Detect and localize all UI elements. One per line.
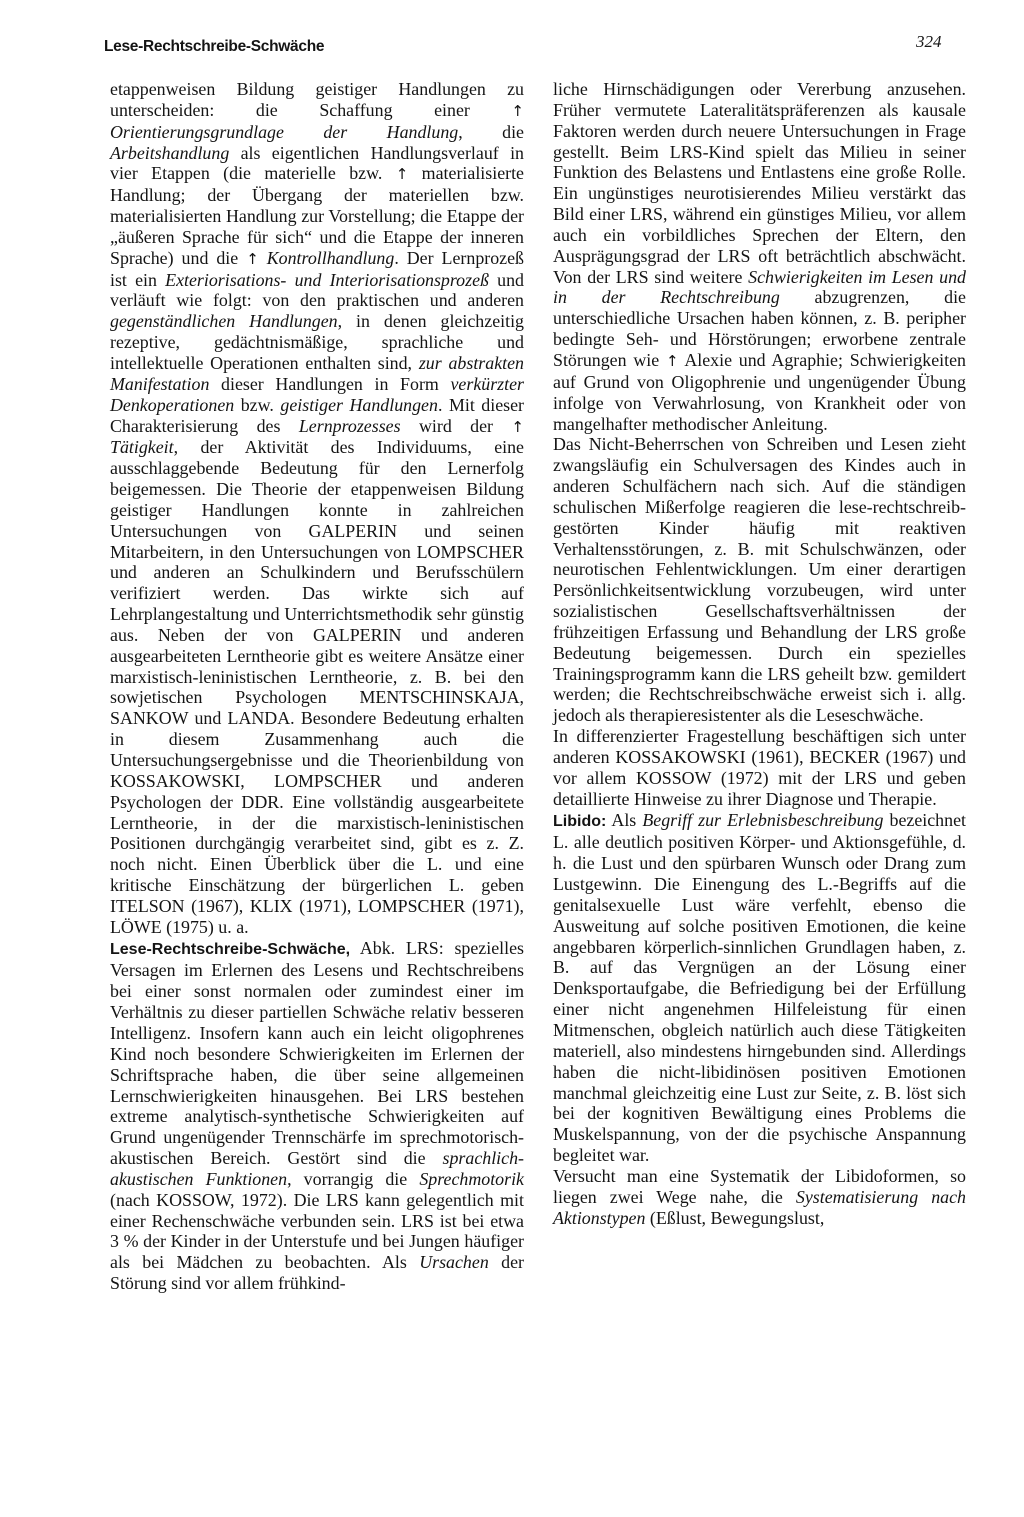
body-text: materialisierte Handlung; der Übergang der materiellen bzw. materialisierten Handlung zur Vorstellung; die Etappe der „äußeren Sprache für sich“ und die Etappe der inneren Sprache) und die: [110, 163, 525, 268]
page-number: 324: [916, 32, 942, 51]
body-text: , der Aktivität des Individuums, eine ausschlaggebende Bedeutung für den Lernerfolg beigemessen. Die Theorie der etappenweisen Bildung geistiger Handlungen konnte in zahlreichen Untersuchungen von GALPERIN und seinen Mitarbeitern, in den Untersuchungen von LOMPSCHER und anderen an Schulkindern und Berufsschülern verifiziert werden. Das wirkte sich auf Lehrplangestaltung und Unterrichtsmethodik sehr günstig aus. Neben der von GALPERIN und anderen ausgearbeiteten Lerntheorie gibt es weitere Ansätze einer marxistisch-leninistischen Lerntheorie, z. B. bei den sowjetischen Psychologen MENTSCHINSKAJA, SANKOW und LANDA. Besondere Bedeutung erhalten in diesem Zusammenhang auch die Untersuchungsergebnisse und die Theorienbildung von KOSSAKOWSKI, LOMPSCHER und anderen Psychologen der DDR. Eine vollständig ausgearbeitete Lerntheorie, in der die marxistisch-leninistischen Positionen durchgängig verarbeitet sind, gibt es z. Z. noch nicht. Einen Überblick über die L. und eine kritische Einschätzung der bürgerlichen L. geben ITELSON (1967), KLIX (1971), LOMPSCHER (1971), LÖWE (1975) u. a.: [110, 437, 524, 937]
text-column-right: [553, 79, 966, 1228]
body-text: . Der Lernprozeß ist ein: [110, 247, 524, 290]
emphasized-term: Exteriorisations- und Interiorisationsprozeß: [165, 269, 489, 290]
paragraph: [110, 79, 524, 938]
emphasized-term: sprachlich-akustischen Funktionen: [110, 1148, 524, 1189]
paragraph: [553, 1166, 966, 1229]
paragraph: [553, 810, 966, 1166]
emphasized-term: Schwierigkeiten im Lesen und in der Rechtschreibung: [553, 266, 966, 308]
emphasized-term: Begriff zur Erlebnisbeschreibung: [642, 809, 884, 830]
body-text: In differenzierter Fragestellung beschäftigen sich unter anderen KOSSAKOWSKI (1961), BECKER (1967) und vor allem KOSSOW (1972) mit der LRS und geben detaillierte Hinweise zu ihrer Diagnose und Therapie.: [553, 726, 966, 809]
body-text: . Mit dieser Charakterisierung des: [110, 394, 525, 436]
paragraph: [553, 79, 966, 434]
body-text: Als: [606, 809, 643, 830]
body-text: Das Nicht-Beherrschen von Schreiben und Lesen zieht zwangsläufig ein Schulversagen des Kindes auch in anderen Schulfächern nach sich. Auf die ständigen schulischen Mißerfolge reagieren die lese-rechtschreib-gestörten Kinder häufig mit reaktiven Verhaltensstörungen, z. B. mit Schulschwänzen, oder neurotischen Fehlentwicklungen. Um einer derartigen Persönlichkeitsentwicklung vorzubeugen, wird unter sozialistischen Gesellschaftsverhältnissen der frühzeitigen Erfassung und Behandlung der LRS große Bedeutung beigemessen. Durch ein spezielles Trainingsprogramm kann die LRS geheilt bzw. gemildert werden; die Rechtschreibschwäche erweist sich i. allg. jedoch als therapieresistenter als die Leseschwäche.: [553, 434, 966, 726]
body-text: der Störung sind vor allem frühkind-: [110, 1252, 524, 1294]
emphasized-term: verkürzter Denkoperationen: [110, 373, 524, 415]
emphasized-term: gegenständlichen Handlungen: [110, 311, 338, 332]
cross-reference-arrow-icon: ↑: [511, 101, 524, 120]
paragraph: [553, 726, 966, 809]
emphasized-term: Systematisierung nach Aktionstypen: [553, 1186, 966, 1228]
body-text: (Eßlust, Bewegungslust,: [645, 1207, 825, 1228]
body-text: bezeichnet L. alle deutlich positiven Körper- und Aktionsgefühle, d. h. die Lust und den spürbaren Wunsch oder Drang zum Lustgewinn. Die Einengung des L.-Begriffs auf die genitalsexuelle Lust wäre verfehlt, ebenso die Ausweitung auf solche positiven Emotionen, die keine angebbaren körperlich-sinnlichen Grundlagen haben, z. B. auf das Vergnügen an der Lösung einer Denksportaufgabe, die Befriedigung bei der Erfüllung einer nicht angenehmen Hilfeleistung für einen Mitmenschen, obgleich natürlich auch diese Tätigkeiten materiell, also mindestens hirngebunden sind. Allerdings haben die nicht-libidinösen positiven Emotionen manchmal gleichzeitig eine Lust zur Seite, z. B. löst sich bei der kognitiven Bewältigung eines Problems die Muskelspannung, von der die psychische Anspannung begleitet war.: [553, 809, 966, 1166]
paragraph: [110, 938, 524, 1294]
emphasized-term: Kontrollhandlung: [258, 247, 395, 268]
emphasized-term: Lernprozesses: [298, 415, 401, 436]
emphasized-term: Orientierungsgrundlage der Handlung: [110, 121, 459, 142]
body-text: abzugrenzen, die unterschiedliche Ursachen haben können, z. B. peripher bedingte Seh- und Hörstörungen; erworbene zentrale Störungen wie: [553, 287, 966, 370]
body-text: , in denen gleichzeitig rezeptive, gedächtnismäßige, sprachliche und intellektuelle Operationen enthalten sind,: [110, 311, 524, 373]
body-text: etappenweisen Bildung geistiger Handlungen zu unterscheiden: die Schaffung einer: [110, 79, 524, 120]
body-text: Alexie und Agraphie; Schwierigkeiten auf Grund von Oligophrenie und ungenügender Übung infolge von Verwahrlosung, von Krankheit oder von mangelhafter methodischer Anleitung.: [553, 349, 967, 434]
body-text: als eigentlichen Handlungsverlauf in vier Etappen (die materielle bzw.: [110, 142, 524, 184]
cross-reference-arrow-icon: ↑: [246, 249, 259, 268]
body-text: wird der: [400, 415, 512, 436]
body-text: und verläuft wie folgt: von den praktischen und anderen: [110, 269, 524, 311]
body-text: dieser Handlungen in Form: [209, 373, 451, 394]
entry-headword: Lese-Rechtschreibe-Schwäche,: [110, 940, 351, 958]
text-column-left: [110, 79, 524, 1294]
body-text: (nach KOSSOW, 1972). Die LRS kann gelegentlich mit einer Rechenschwäche verbunden sein. LRS ist bei etwa 3 % der Kinder in der Unterstufe und bei Jungen häufiger als bei Mädchen zu beobachten. Als: [110, 1189, 524, 1273]
emphasized-term: Ursachen: [419, 1252, 489, 1273]
running-title: Lese-Rechtschreibe-Schwäche: [104, 38, 325, 55]
entry-headword: Libido:: [553, 812, 607, 830]
cross-reference-arrow-icon: ↑: [665, 351, 679, 370]
body-text: , vorrangig die: [287, 1168, 420, 1189]
body-text: Versucht man eine Systematik der Libidoformen, so liegen zwei Wege nahe, die: [553, 1165, 966, 1207]
paragraph: [553, 434, 966, 726]
body-text: bzw.: [234, 394, 281, 415]
body-text: Abk. LRS: spezielles Versagen im Erlernen des Lesens und Rechtschreibens bei einer sonst normalen oder zumindest einer im Verhältnis zu dieser partiellen Schwäche relativ besseren Intelligenz. Insofern kann auch ein leicht oligophrenes Kind noch besondere Schwierigkeiten im Erlernen der Schriftsprache haben, die über seine allgemeinen Lernschwierigkeiten hinausgehen. Bei LRS bestehen extreme analytisch-synthetische Schwierigkeiten auf Grund ungenügender Trennschärfe im sprechmotorisch-akustischen Bereich. Gestört sind die: [110, 937, 524, 1169]
cross-reference-arrow-icon: ↑: [395, 165, 409, 184]
emphasized-term: geistiger Handlungen: [280, 394, 438, 415]
body-text: liche Hirnschädigungen oder Vererbung anzusehen. Früher vermutete Lateralitätspräferenzen als kausale Faktoren werden durch neuere Untersuchungen in Frage gestellt. Beim LRS-Kind spielt das Milieu in seiner Funktion des Belastens und Entlastens eine große Rolle. Ein ungünstiges neurotisierendes Milieu verstärkt das Bild einer LRS, während ein günstiges Milieu, vor allem auch ein vorbildliches Sprechen der Eltern, den Ausprägungsgrad der LRS oft beträchtlich abschwächt. Von der LRS sind weitere: [553, 79, 966, 287]
cross-reference-arrow-icon: ↑: [511, 417, 524, 436]
emphasized-term: Arbeitshandlung: [110, 142, 230, 163]
emphasized-term: Sprechmotorik: [419, 1168, 524, 1189]
body-text: , die: [458, 121, 524, 142]
emphasized-term: zur abstrakten Manifestation: [110, 352, 524, 394]
emphasized-term: Tätigkeit: [110, 437, 174, 458]
